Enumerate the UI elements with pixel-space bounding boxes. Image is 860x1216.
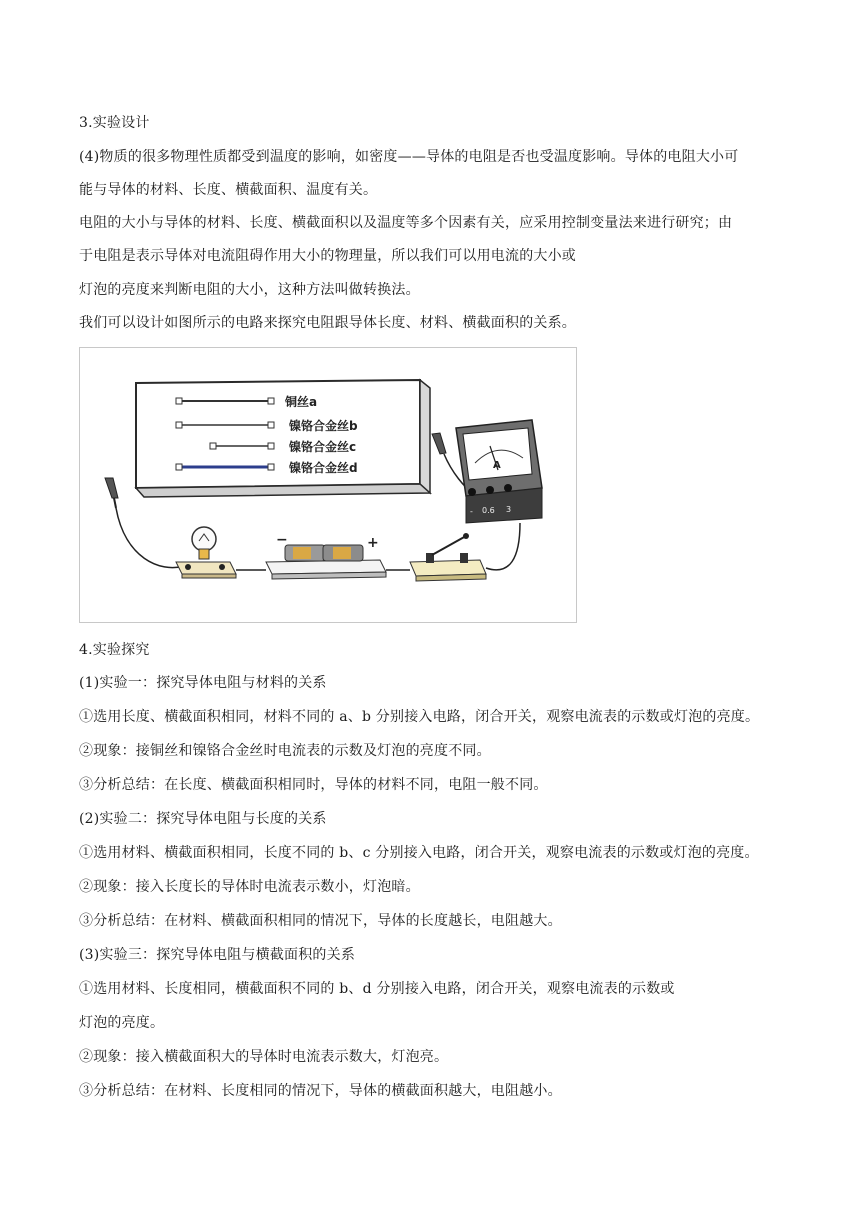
experiment-3-step-1-cont: 灯泡的亮度。 [79,1015,165,1031]
experiment-1-step-2: ②现象：接铜丝和镍铬合金丝时电流表的示数及灯泡的亮度不同。 [79,743,491,759]
experiment-1-step-3: ③分析总结：在长度、横截面积相同时，导体的材料不同，电阻一般不同。 [79,777,548,793]
paragraph-line: 能与导体的材料、长度、横截面积、温度有关。 [79,182,378,198]
light-bulb [176,527,236,578]
paragraph-line: 灯泡的亮度来判断电阻的大小，这种方法叫做转换法。 [79,282,420,298]
battery-plus-sign: + [367,535,379,551]
ammeter [456,420,542,523]
section-4-heading: 4.实验探究 [79,642,150,658]
section-3-heading: 3.实验设计 [79,115,150,131]
paragraph-line: 我们可以设计如图所示的电路来探究电阻跟导体长度、材料、横截面积的关系。 [79,315,576,331]
experiment-2-step-3: ③分析总结：在材料、横截面积相同的情况下，导体的长度越长，电阻越大。 [79,913,562,929]
paragraph-line: 于电阻是表示导体对电流阻碍作用大小的物理量，所以我们可以用电流的大小或 [79,248,576,264]
wire-c-label: 镍铬合金丝c [289,440,357,454]
experiment-3-step-1: ①选用材料、长度相同，横截面积不同的 b、d 分别接入电路，闭合开关，观察电流表的示数或 [79,981,675,997]
experiment-2-title: (2)实验二：探究导体电阻与长度的关系 [79,811,327,827]
circuit-figure [79,347,577,623]
ammeter-terminal-3: 3 [506,505,512,514]
ammeter-terminal-neg: - [470,507,473,516]
ammeter-symbol: A [493,460,501,471]
experiment-3-title: (3)实验三：探究导体电阻与横截面积的关系 [79,947,356,963]
knife-switch [410,533,486,581]
wire-d-label: 镍铬合金丝d [289,461,358,475]
circuit-diagram [80,348,576,622]
experiment-2-step-1: ①选用材料、横截面积相同，长度不同的 b、c 分别接入电路，闭合开关，观察电流表的示数或灯泡的亮度。 [79,845,759,861]
battery-holder [266,532,386,579]
experiment-3-step-2: ②现象：接入横截面积大的导体时电流表示数大，灯泡亮。 [79,1049,449,1065]
experiment-1-title: (1)实验一：探究导体电阻与材料的关系 [79,675,327,691]
paragraph-line: 电阻的大小与导体的材料、长度、横截面积以及温度等多个因素有关，应采用控制变量法来进行研究；由 [79,215,733,231]
experiment-1-step-1: ①选用长度、横截面积相同，材料不同的 a、b 分别接入电路，闭合开关，观察电流表的示数或灯泡的亮度。 [79,709,760,725]
wire-b-label: 镍铬合金丝b [289,419,358,433]
ammeter-terminal-06: 0.6 [482,506,495,515]
battery-minus-sign: − [276,532,288,548]
paragraph-line: (4)物质的很多物理性质都受到温度的影响，如密度——导体的电阻是否也受温度影响。导体的电阻大小可 [79,149,739,165]
experiment-3-step-3: ③分析总结：在材料、长度相同的情况下，导体的横截面积越大，电阻越小。 [79,1083,562,1099]
experiment-2-step-2: ②现象：接入长度长的导体时电流表示数小，灯泡暗。 [79,879,420,895]
wire-a-label: 铜丝a [285,395,318,409]
